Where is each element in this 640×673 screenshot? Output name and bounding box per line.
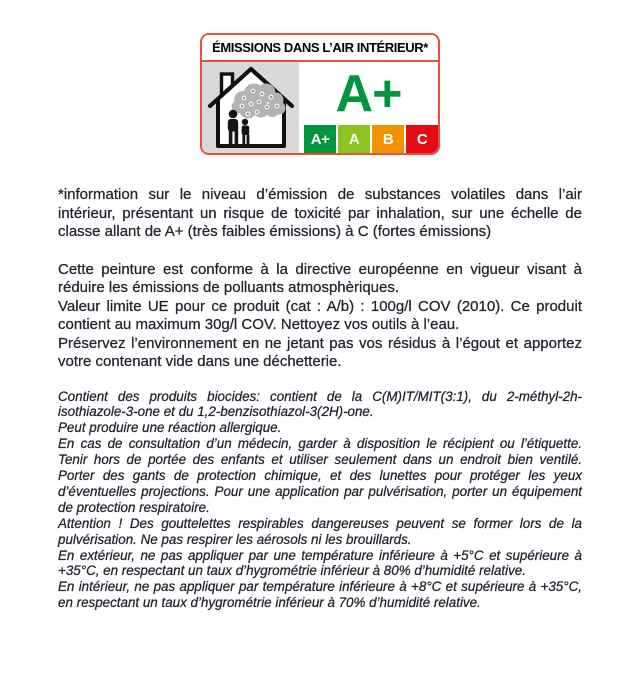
regulatory-block: [58, 261, 582, 372]
safety-paragraph: En intérieur, ne pas appliquer par température inférieure à +8°C et supérieure à +35°C, en respectant un taux d’hygrométrie inférieur à 70% d’humidité relative.: [58, 579, 582, 611]
house-with-pollution-cloud-and-people-icon: [202, 62, 299, 153]
footnote-paragraph: [58, 186, 582, 242]
safety-paragraph: Contient des produits biocides: contient de la C(M)IT/MIT(3:1), du 2-méthyl-2h-isothiazole-3-one et du 1,2-benzisothiazol-3(2H)-one.: [58, 388, 582, 420]
safety-paragraph: Peut produire une réaction allergique.: [58, 420, 282, 436]
label-body: [202, 62, 438, 153]
label-title: ÉMISSIONS DANS L’AIR INTÉRIEUR*: [202, 35, 438, 62]
regulatory-paragraph: Valeur limite UE pour ce produit (cat : A/b) : 100g/l COV (2010). Ce produit contient au maximum 30g/l COV. Nettoyez vos outils à l’eau.: [58, 297, 582, 333]
footnote-text: *information sur le niveau d’émission de substances volatiles dans l’air intérieur, présentant un risque de toxicité par inhalation, sur une échelle de classe allant de A+ (très faibles émissions) à C (fortes émissions): [58, 186, 582, 240]
scale-cell-c: C: [406, 125, 438, 153]
scale-cell-a-plus: A+: [304, 125, 336, 153]
air-emissions-label: [200, 33, 440, 155]
safety-block: [58, 389, 582, 612]
scale-cell-b: B: [372, 125, 404, 153]
safety-paragraph: En extérieur, ne pas appliquer par une température inférieure à +5°C et supérieure à +35°C, en respectant un taux d’hygrométrie inférieur à 80% d’humidité relative.: [58, 547, 582, 579]
rating-value: A+: [335, 65, 402, 123]
regulatory-paragraph: Cette peinture est conforme à la directive européenne en vigueur visant à réduire les émissions de polluants atmosphèriques.: [58, 260, 582, 296]
regulatory-paragraph: Préservez l’environnement en ne jetant pas vos résidus à l’égout et apportez votre contenant vide dans une déchetterie.: [58, 334, 582, 370]
safety-paragraph: En cas de consultation d’un médecin, garder à disposition le récipient ou l’étiquette. Tenir hors de portée des enfants et utiliser seulement dans un endroit bien ventilé. Porter des gants de protection chimique, et des lunettes pour protéger les yeux d’éventuelles projections. Pour une application par pulvérisation, porter un équipement de protection respiratoire.: [58, 436, 582, 515]
emission-scale: [304, 125, 438, 153]
safety-paragraph: Attention ! Des gouttelettes respirables dangereuses peuvent se former lors de la pulvérisation. Ne pas respirer les aérosols ni les brouillards.: [58, 515, 582, 547]
house-pictogram: [202, 62, 299, 153]
label-rating-area: [299, 62, 438, 153]
scale-cell-a: A: [338, 125, 370, 153]
regulatory-text: [58, 186, 582, 611]
